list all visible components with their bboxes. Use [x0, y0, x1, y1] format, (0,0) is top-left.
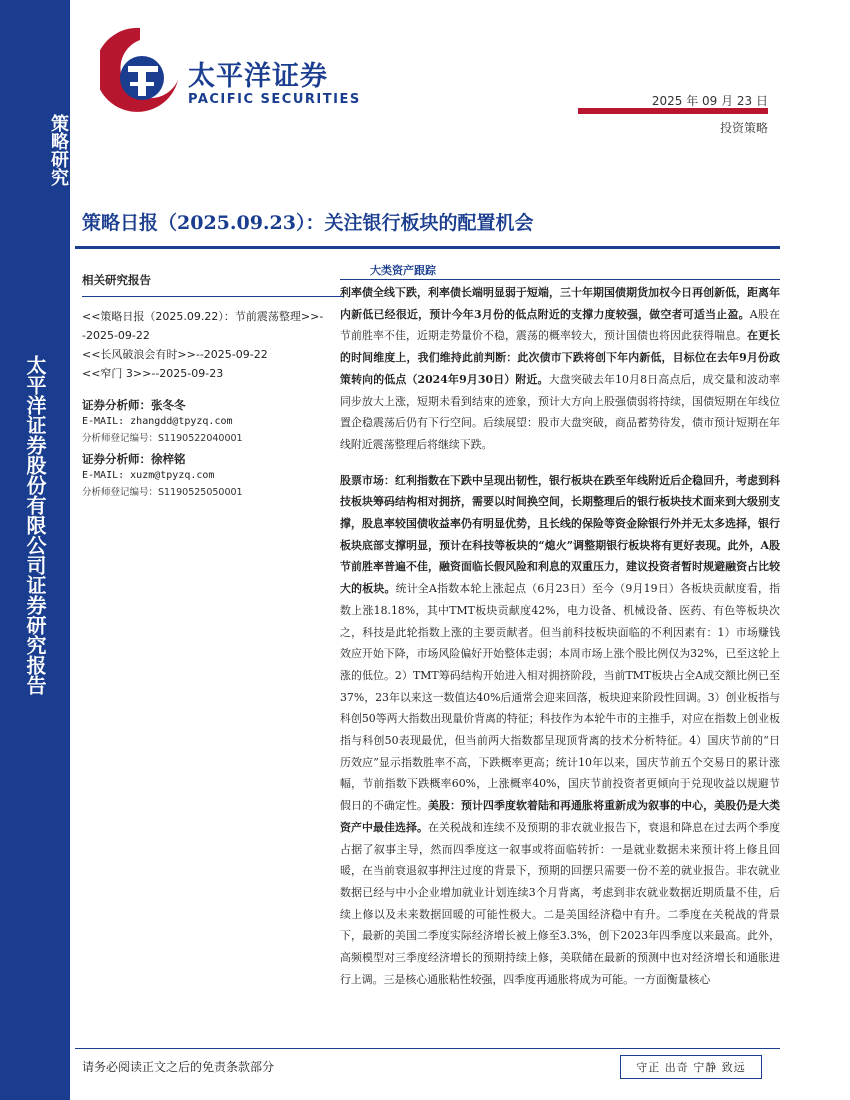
paragraph-asset-tracking: [340, 282, 780, 456]
section-divider: [340, 279, 780, 280]
paragraph-stock-market: [340, 470, 780, 991]
related-report-link[interactable]: <<窄门 3>>--2025-09-23: [82, 367, 224, 380]
bold-text: 利率债全线下跌，利率债长端明显弱于短端，三十年期国债期货加权今日再创新低，距离年内新低已经很近，预计今年3月份的低点附近的支撑力度较强，做空者可适当止盈。: [340, 286, 780, 321]
analyst-registration: 分析师登记编号：S1190525050001: [82, 487, 243, 498]
logo-name: 太平洋证券: [188, 61, 328, 92]
sidebar-bottom-text: 太平洋证券股份有限公司证券研究报告: [23, 355, 47, 695]
report-title: 策略日报（2025.09.23）：关注银行板块的配置机会: [82, 212, 534, 234]
bold-text: 在更长的时间维度上，我们维持此前判断：此次债市下跌将创下年内新低，目标位在去年9月份政策转向的低点（2024年9月30日）附近。: [340, 329, 780, 386]
report-category: 投资策略: [719, 121, 768, 135]
sidebar-top-text: 策略研究: [48, 114, 69, 186]
related-divider: [82, 296, 344, 297]
footer-divider: [75, 1048, 780, 1049]
related-research-heading: 相关研究报告: [82, 273, 151, 287]
company-logo: [100, 14, 380, 124]
body-text: A股在节前胜率不佳，近期走势量价不稳，震荡的概率较大，预计国债也将因此获得喘息。: [340, 307, 780, 343]
footer-motto: 守正 出奇 宁静 致远: [620, 1055, 762, 1079]
analyst-email[interactable]: E-MAIL: zhangdd@tpyzq.com: [82, 416, 233, 427]
related-report-link[interactable]: <<策略日报（2025.09.22）：节前震荡整理>>--2025-09-22: [82, 310, 324, 342]
logo-mark-icon: [100, 20, 180, 120]
analyst-email[interactable]: E-MAIL: xuzm@tpyzq.com: [82, 470, 215, 481]
body-text: 大盘突破去年10月8日高点后，成交量和波动率同步放大上涨，短期未看到结束的迹象，预计大方向上股强债弱将持续，国债短期在年线位置企稳震荡后仍有下行空间。后续展望：股市大盘突破，商品蓄势待发，债市预计短期在年线附近震荡整理后将继续下跌。: [340, 372, 780, 451]
title-divider: [75, 246, 780, 249]
footer-disclaimer: 请务必阅读正文之后的免责条款部分: [82, 1060, 275, 1074]
analyst-name: 证券分析师：张冬冬: [82, 398, 186, 412]
body-text: 统计全A指数本轮上涨起点（6月23日）至今（9月19日）各板块贡献度看，指数上涨18.18%，其中TMT板块贡献度42%，电力设备、机械设备、医药、有色等板块次之，科技是此轮指数上涨的主要贡献者。但当前科技板块面临的不利因素有：1）市场赚钱效应开始下降，市场风险偏好开始整体走弱；本周市场上涨个股比例仅为32%，已至这轮上涨的低位。2）TMT筹码结构开始进入相对拥挤阶段，当前TMT板块占全A成交额比例已至37%，23年以来这一数值达40%后通常会迎来回落，板块迎来阶段性回调。3）创业板指与科创50等两大指数出现量价背离的特征；科技作为本轮牛市的主推手，对应在指数上创业板指与科创50表现最优，但当前两大指数都呈现顶背离的技术分析特征。4）国庆节前的“日历效应”显示指数胜率不高，下跌概率更高；统计10年以来，国庆节前五个交易日的累计涨幅，节前指数下跌概率60%，上涨概率40%，国庆节前投资者更倾向于兑现收益以规避节假日的不确定性。: [340, 582, 780, 813]
section-heading: 大类资产跟踪: [370, 264, 436, 277]
bold-text: 美股：预计四季度软着陆和再通胀将重新成为叙事的中心，美股仍是大类资产中最佳选择。: [340, 799, 780, 834]
related-report-link[interactable]: <<长风破浪会有时>>--2025-09-22: [82, 348, 268, 361]
analyst-name: 证券分析师：徐梓铭: [82, 452, 186, 466]
main-body: [340, 262, 780, 991]
left-column: [82, 272, 344, 501]
date-underline: [578, 108, 768, 114]
report-date: 2025 年 09 月 23 日: [651, 94, 768, 108]
body-text: 在关税战和连续不及预期的非农就业报告下，衰退和降息在过去两个季度占据了叙事主导，然而四季度这一叙事或将面临转折：一是就业数据未来预计将上修且回暖，在当前衰退叙事押注过度的背景下，预期的回摆只需要一份不差的就业报告。非农就业数据已经与中小企业增加就业计划连续3个月背离，考虑到非农就业数据近期质量不佳，后续上修以及未来数据回暖的可能性极大。二是美国经济稳中有升。二季度在关税战的背景下，最新的美国二季度实际经济增长被上修至3.3%，创下2023年四季度以来最高。此外，高频模型对三季度经济增长的预期持续上修，美联储在最新的预测中也对经济增长和通胀进行上调。三是核心通胀粘性较强，四季度再通胀将成为可能。一方面衡量核心: [340, 820, 780, 986]
logo-english-name: PACIFIC SECURITIES: [188, 92, 361, 107]
left-sidebar: [0, 0, 70, 1100]
bold-text: 股票市场：红利指数在下跌中呈现出韧性，银行板块在跌至年线附近后企稳回升，考虑到科技板块筹码结构相对拥挤，需要以时间换空间，长期整理后的银行板块技术面来到大级别支撑，股息率较国债收益率仍有明显优势，且长线的保险等资金除银行外并无太多选择，银行板块底部支撑明显，预计在科技等板块的“熄火”调整期银行板块将有更好表现。此外，A股节前胜率普遍不佳，融资面临长假风险和利息的双重压力，建议投资者暂时规避融资占比较大的板块。: [340, 473, 780, 596]
analyst-registration: 分析师登记编号：S1190522040001: [82, 433, 243, 444]
